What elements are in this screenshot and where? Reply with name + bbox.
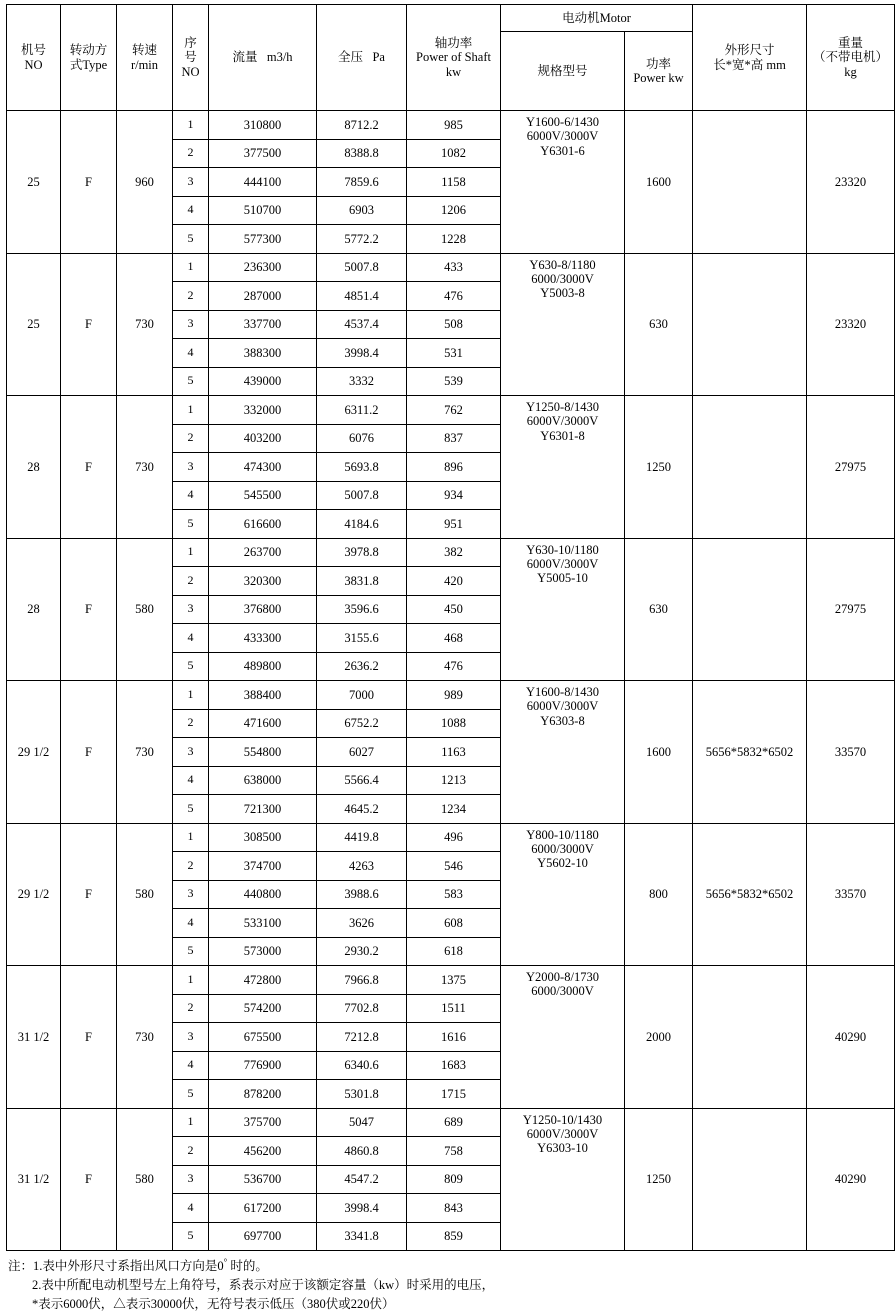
cell-seq-no: 3 [173, 738, 209, 767]
fan-specification-table [6, 4, 895, 1251]
cell-total-pressure: 4419.8 [317, 823, 407, 852]
cell-seq-no: 3 [173, 168, 209, 197]
motor-model-line: Y1600-6/1430 [526, 115, 599, 129]
cell-shaft-power: 546 [407, 852, 501, 881]
cell-drive-type: F [61, 681, 117, 824]
table-header [7, 5, 895, 111]
cell-seq-no: 1 [173, 253, 209, 282]
cell-weight: 23320 [807, 111, 895, 254]
cell-flow: 510700 [209, 196, 317, 225]
cell-flow: 489800 [209, 652, 317, 681]
cell-flow: 440800 [209, 880, 317, 909]
cell-total-pressure: 3155.6 [317, 624, 407, 653]
cell-shaft-power: 433 [407, 253, 501, 282]
header-motor-group: 电动机Motor [501, 5, 693, 32]
header-machine-no [7, 5, 61, 111]
cell-flow: 574200 [209, 994, 317, 1023]
cell-machine-no: 28 [7, 538, 61, 681]
cell-shaft-power: 859 [407, 1222, 501, 1251]
cell-flow: 536700 [209, 1165, 317, 1194]
cell-shaft-power: 843 [407, 1194, 501, 1223]
cell-seq-no: 2 [173, 852, 209, 881]
motor-model-line: 6000/3000V [531, 984, 594, 999]
cell-shaft-power: 618 [407, 937, 501, 966]
cell-seq-no: 5 [173, 1080, 209, 1109]
cell-weight: 33570 [807, 681, 895, 824]
motor-model-line: Y6301-8 [540, 428, 585, 443]
cell-motor-power: 1600 [625, 111, 693, 254]
table-row [7, 538, 895, 567]
cell-seq-no: 3 [173, 595, 209, 624]
cell-seq-no: 2 [173, 139, 209, 168]
cell-total-pressure: 3988.6 [317, 880, 407, 909]
cell-flow: 533100 [209, 909, 317, 938]
cell-seq-no: 1 [173, 966, 209, 995]
cell-total-pressure: 7859.6 [317, 168, 407, 197]
cell-total-pressure: 4851.4 [317, 282, 407, 311]
cell-shaft-power: 896 [407, 453, 501, 482]
header-dimensions-l2: 长*宽*高 mm [713, 57, 786, 72]
cell-dimensions [693, 253, 807, 396]
cell-flow: 776900 [209, 1051, 317, 1080]
table-row [7, 111, 895, 140]
cell-dimensions [693, 111, 807, 254]
cell-total-pressure: 5301.8 [317, 1080, 407, 1109]
header-shaft-power [407, 5, 501, 111]
motor-model-line: Y800-10/1180 [526, 827, 599, 842]
degree-symbol: ° [223, 1257, 228, 1267]
cell-flow: 308500 [209, 823, 317, 852]
cell-flow: 287000 [209, 282, 317, 311]
header-motor-power [625, 32, 693, 111]
cell-shaft-power: 758 [407, 1137, 501, 1166]
cell-total-pressure: 4537.4 [317, 310, 407, 339]
cell-total-pressure: 3978.8 [317, 538, 407, 567]
cell-flow: 263700 [209, 538, 317, 567]
cell-seq-no: 1 [173, 823, 209, 852]
cell-motor-power: 1600 [625, 681, 693, 824]
cell-flow: 675500 [209, 1023, 317, 1052]
cell-total-pressure: 3332 [317, 367, 407, 396]
cell-seq-no: 2 [173, 282, 209, 311]
cell-weight: 23320 [807, 253, 895, 396]
header-seq-no-l2: 号 [184, 50, 197, 65]
cell-flow: 878200 [209, 1080, 317, 1109]
cell-flow: 444100 [209, 168, 317, 197]
cell-shaft-power: 1206 [407, 196, 501, 225]
cell-motor-model [501, 253, 625, 396]
cell-seq-no: 1 [173, 396, 209, 425]
cell-shaft-power: 985 [407, 111, 501, 140]
motor-model-line: Y5005-10 [537, 571, 588, 586]
cell-machine-no: 29 1/2 [7, 681, 61, 824]
header-shaft-power-l3: kw [445, 64, 462, 79]
note-line-2: 2.表中所配电动机型号左上角符号，系表示对应于该额定容量（kw）时采用的电压， [32, 1277, 495, 1292]
cell-total-pressure: 5566.4 [317, 766, 407, 795]
cell-total-pressure: 2636.2 [317, 652, 407, 681]
cell-weight: 40290 [807, 1108, 895, 1251]
header-flow-l2: m3/h [266, 50, 293, 65]
cell-total-pressure: 6311.2 [317, 396, 407, 425]
header-speed-l1: 转速 [131, 43, 157, 58]
header-motor-model [501, 32, 625, 111]
motor-model-line: Y2000-8/1730 [526, 970, 599, 984]
cell-weight: 27975 [807, 396, 895, 539]
cell-dimensions [693, 966, 807, 1109]
cell-total-pressure: 4263 [317, 852, 407, 881]
cell-shaft-power: 1234 [407, 795, 501, 824]
cell-seq-no: 3 [173, 1023, 209, 1052]
header-drive-type [61, 5, 117, 111]
cell-motor-model [501, 396, 625, 539]
cell-dimensions [693, 538, 807, 681]
header-dimensions [693, 5, 807, 111]
cell-seq-no: 2 [173, 567, 209, 596]
cell-total-pressure: 6340.6 [317, 1051, 407, 1080]
cell-total-pressure: 4645.2 [317, 795, 407, 824]
cell-speed: 730 [117, 681, 173, 824]
motor-model-line: Y5602-10 [537, 856, 588, 871]
header-total-pressure-l2: Pa [372, 50, 385, 65]
header-weight-l1: 重量 [838, 35, 864, 50]
cell-machine-no: 25 [7, 253, 61, 396]
cell-seq-no: 4 [173, 339, 209, 368]
cell-machine-no: 31 1/2 [7, 966, 61, 1109]
motor-model-line: Y1600-8/1430 [526, 685, 599, 699]
header-total-pressure [317, 5, 407, 111]
cell-seq-no: 5 [173, 652, 209, 681]
motor-model-line: 6000V/3000V [526, 1126, 599, 1141]
motor-model-line: 6000V/3000V [526, 699, 599, 714]
cell-flow: 472800 [209, 966, 317, 995]
cell-weight: 33570 [807, 823, 895, 966]
header-flow-l1: 流量 [232, 50, 258, 65]
cell-total-pressure: 5007.8 [317, 481, 407, 510]
header-weight-l2: （不带电机） [813, 50, 889, 65]
cell-drive-type: F [61, 1108, 117, 1251]
motor-model-line: Y6301-6 [540, 143, 585, 158]
cell-weight: 40290 [807, 966, 895, 1109]
cell-flow: 721300 [209, 795, 317, 824]
cell-seq-no: 3 [173, 310, 209, 339]
cell-machine-no: 28 [7, 396, 61, 539]
cell-total-pressure: 6752.2 [317, 709, 407, 738]
cell-shaft-power: 531 [407, 339, 501, 368]
cell-speed: 960 [117, 111, 173, 254]
header-dimensions-l1: 外形尺寸 [724, 43, 775, 58]
cell-weight: 27975 [807, 538, 895, 681]
cell-drive-type: F [61, 823, 117, 966]
motor-model-line: Y1250-10/1430 [522, 1112, 603, 1127]
cell-total-pressure: 5007.8 [317, 253, 407, 282]
cell-motor-model [501, 1108, 625, 1251]
cell-shaft-power: 989 [407, 681, 501, 710]
motor-model-line: 6000V/3000V [526, 129, 599, 144]
cell-shaft-power: 1511 [407, 994, 501, 1023]
cell-shaft-power: 934 [407, 481, 501, 510]
cell-shaft-power: 1088 [407, 709, 501, 738]
motor-model-line: 6000/3000V [531, 271, 594, 286]
cell-dimensions: 5656*5832*6502 [693, 681, 807, 824]
cell-speed: 580 [117, 538, 173, 681]
cell-motor-power: 1250 [625, 1108, 693, 1251]
header-motor-power-l1: 功率 [646, 56, 672, 71]
cell-drive-type: F [61, 111, 117, 254]
cell-seq-no: 5 [173, 937, 209, 966]
cell-seq-no: 4 [173, 624, 209, 653]
header-seq-no-l3: NO [181, 64, 200, 79]
cell-flow: 403200 [209, 424, 317, 453]
cell-flow: 377500 [209, 139, 317, 168]
cell-seq-no: 2 [173, 994, 209, 1023]
header-speed-l2: r/min [130, 57, 159, 72]
cell-seq-no: 3 [173, 880, 209, 909]
cell-flow: 697700 [209, 1222, 317, 1251]
cell-shaft-power: 1158 [407, 168, 501, 197]
cell-shaft-power: 468 [407, 624, 501, 653]
motor-model-line: Y1250-8/1430 [526, 400, 599, 414]
cell-shaft-power: 496 [407, 823, 501, 852]
motor-model-line: Y630-10/1180 [526, 542, 599, 557]
cell-shaft-power: 837 [407, 424, 501, 453]
motor-model-line: 6000V/3000V [526, 414, 599, 429]
cell-seq-no: 1 [173, 1108, 209, 1137]
cell-total-pressure: 6903 [317, 196, 407, 225]
cell-total-pressure: 6027 [317, 738, 407, 767]
cell-motor-power: 1250 [625, 396, 693, 539]
cell-shaft-power: 1163 [407, 738, 501, 767]
cell-drive-type: F [61, 966, 117, 1109]
cell-machine-no: 29 1/2 [7, 823, 61, 966]
cell-total-pressure: 3596.6 [317, 595, 407, 624]
cell-speed: 730 [117, 396, 173, 539]
cell-speed: 730 [117, 966, 173, 1109]
cell-total-pressure: 8388.8 [317, 139, 407, 168]
cell-shaft-power: 583 [407, 880, 501, 909]
cell-machine-no: 25 [7, 111, 61, 254]
cell-seq-no: 5 [173, 510, 209, 539]
cell-shaft-power: 1683 [407, 1051, 501, 1080]
cell-motor-model [501, 681, 625, 824]
cell-drive-type: F [61, 396, 117, 539]
cell-motor-model [501, 823, 625, 966]
cell-shaft-power: 608 [407, 909, 501, 938]
cell-flow: 376800 [209, 595, 317, 624]
cell-total-pressure: 7212.8 [317, 1023, 407, 1052]
cell-shaft-power: 476 [407, 652, 501, 681]
cell-flow: 617200 [209, 1194, 317, 1223]
motor-model-line: 6000/3000V [531, 841, 594, 856]
cell-flow: 474300 [209, 453, 317, 482]
header-row-main [7, 5, 895, 32]
cell-seq-no: 5 [173, 367, 209, 396]
cell-seq-no: 3 [173, 453, 209, 482]
cell-flow: 439000 [209, 367, 317, 396]
cell-seq-no: 4 [173, 481, 209, 510]
cell-seq-no: 1 [173, 681, 209, 710]
motor-model-line: Y6303-10 [537, 1141, 588, 1156]
header-flow [209, 5, 317, 111]
cell-flow: 375700 [209, 1108, 317, 1137]
header-drive-type-l2: 式Type [69, 57, 108, 72]
motor-model-line: Y5003-8 [540, 286, 585, 301]
cell-machine-no: 31 1/2 [7, 1108, 61, 1251]
cell-dimensions [693, 396, 807, 539]
cell-shaft-power: 420 [407, 567, 501, 596]
cell-motor-power: 630 [625, 538, 693, 681]
cell-motor-model [501, 538, 625, 681]
cell-dimensions [693, 1108, 807, 1251]
cell-flow: 320300 [209, 567, 317, 596]
cell-motor-power: 2000 [625, 966, 693, 1109]
table-row [7, 681, 895, 710]
cell-seq-no: 2 [173, 424, 209, 453]
table-row [7, 823, 895, 852]
cell-flow: 577300 [209, 225, 317, 254]
cell-seq-no: 5 [173, 225, 209, 254]
table-row [7, 396, 895, 425]
cell-total-pressure: 5047 [317, 1108, 407, 1137]
cell-total-pressure: 3998.4 [317, 1194, 407, 1223]
cell-flow: 332000 [209, 396, 317, 425]
header-machine-no-l1: 机号 [20, 43, 46, 58]
cell-shaft-power: 809 [407, 1165, 501, 1194]
cell-flow: 638000 [209, 766, 317, 795]
cell-flow: 388300 [209, 339, 317, 368]
note-line-1b: 时的。 [230, 1259, 268, 1274]
cell-seq-no: 4 [173, 909, 209, 938]
cell-seq-no: 5 [173, 795, 209, 824]
cell-seq-no: 4 [173, 766, 209, 795]
cell-speed: 580 [117, 1108, 173, 1251]
cell-shaft-power: 762 [407, 396, 501, 425]
cell-shaft-power: 539 [407, 367, 501, 396]
cell-seq-no: 4 [173, 196, 209, 225]
cell-seq-no: 2 [173, 709, 209, 738]
cell-seq-no: 1 [173, 538, 209, 567]
cell-speed: 730 [117, 253, 173, 396]
cell-shaft-power: 951 [407, 510, 501, 539]
cell-shaft-power: 689 [407, 1108, 501, 1137]
table-notes [6, 1256, 794, 1313]
cell-total-pressure: 6076 [317, 424, 407, 453]
cell-flow: 374700 [209, 852, 317, 881]
cell-flow: 337700 [209, 310, 317, 339]
cell-flow: 310800 [209, 111, 317, 140]
cell-motor-power: 800 [625, 823, 693, 966]
cell-shaft-power: 1228 [407, 225, 501, 254]
cell-drive-type: F [61, 538, 117, 681]
cell-total-pressure: 5772.2 [317, 225, 407, 254]
header-seq-no [173, 5, 209, 111]
motor-model-line: Y630-8/1180 [529, 257, 596, 272]
header-total-pressure-l1: 全压 [338, 50, 364, 65]
header-motor-model-l1: 规格型号 [537, 63, 588, 78]
cell-total-pressure: 4860.8 [317, 1137, 407, 1166]
cell-motor-power: 630 [625, 253, 693, 396]
table-row [7, 966, 895, 995]
cell-shaft-power: 1082 [407, 139, 501, 168]
cell-flow: 616600 [209, 510, 317, 539]
cell-total-pressure: 3341.8 [317, 1222, 407, 1251]
note-line-1a: 注：1.表中外形尺寸系指出风口方向是0 [8, 1259, 224, 1274]
table-row [7, 253, 895, 282]
cell-flow: 554800 [209, 738, 317, 767]
cell-flow: 236300 [209, 253, 317, 282]
cell-total-pressure: 7702.8 [317, 994, 407, 1023]
cell-flow: 471600 [209, 709, 317, 738]
header-speed [117, 5, 173, 111]
cell-seq-no: 5 [173, 1222, 209, 1251]
header-weight-l3: kg [844, 64, 857, 79]
cell-total-pressure: 3998.4 [317, 339, 407, 368]
header-shaft-power-l1: 轴功率 [434, 35, 473, 50]
note-line-1 [8, 1256, 794, 1276]
header-weight [807, 5, 895, 111]
note-line-3: *表示6000伏，△表示30000伏，无符号表示低压（380伏或220伏） [32, 1296, 395, 1311]
cell-total-pressure: 7000 [317, 681, 407, 710]
cell-flow: 573000 [209, 937, 317, 966]
cell-total-pressure: 8712.2 [317, 111, 407, 140]
header-seq-no-l1: 序 [184, 35, 197, 50]
cell-shaft-power: 476 [407, 282, 501, 311]
header-motor-power-l2: Power kw [633, 71, 684, 85]
cell-seq-no: 4 [173, 1194, 209, 1223]
cell-motor-model [501, 966, 625, 1109]
cell-shaft-power: 1616 [407, 1023, 501, 1052]
cell-shaft-power: 450 [407, 595, 501, 624]
header-shaft-power-l2: Power of Shaft [416, 50, 491, 65]
cell-total-pressure: 4184.6 [317, 510, 407, 539]
cell-shaft-power: 382 [407, 538, 501, 567]
cell-flow: 545500 [209, 481, 317, 510]
cell-total-pressure: 2930.2 [317, 937, 407, 966]
cell-total-pressure: 7966.8 [317, 966, 407, 995]
header-drive-type-l1: 转动方 [69, 43, 108, 58]
cell-total-pressure: 3831.8 [317, 567, 407, 596]
table-row [7, 1108, 895, 1137]
motor-model-line: Y6303-8 [540, 713, 585, 728]
cell-dimensions: 5656*5832*6502 [693, 823, 807, 966]
cell-motor-model [501, 111, 625, 254]
cell-total-pressure: 4547.2 [317, 1165, 407, 1194]
motor-model-line: 6000V/3000V [526, 556, 599, 571]
cell-seq-no: 4 [173, 1051, 209, 1080]
cell-flow: 433300 [209, 624, 317, 653]
cell-seq-no: 1 [173, 111, 209, 140]
cell-total-pressure: 5693.8 [317, 453, 407, 482]
cell-shaft-power: 508 [407, 310, 501, 339]
cell-drive-type: F [61, 253, 117, 396]
table-body [7, 111, 895, 1251]
cell-seq-no: 3 [173, 1165, 209, 1194]
cell-shaft-power: 1715 [407, 1080, 501, 1109]
cell-flow: 388400 [209, 681, 317, 710]
cell-seq-no: 2 [173, 1137, 209, 1166]
cell-shaft-power: 1213 [407, 766, 501, 795]
cell-total-pressure: 3626 [317, 909, 407, 938]
cell-flow: 456200 [209, 1137, 317, 1166]
header-machine-no-l2: NO [24, 57, 43, 72]
cell-speed: 580 [117, 823, 173, 966]
cell-shaft-power: 1375 [407, 966, 501, 995]
